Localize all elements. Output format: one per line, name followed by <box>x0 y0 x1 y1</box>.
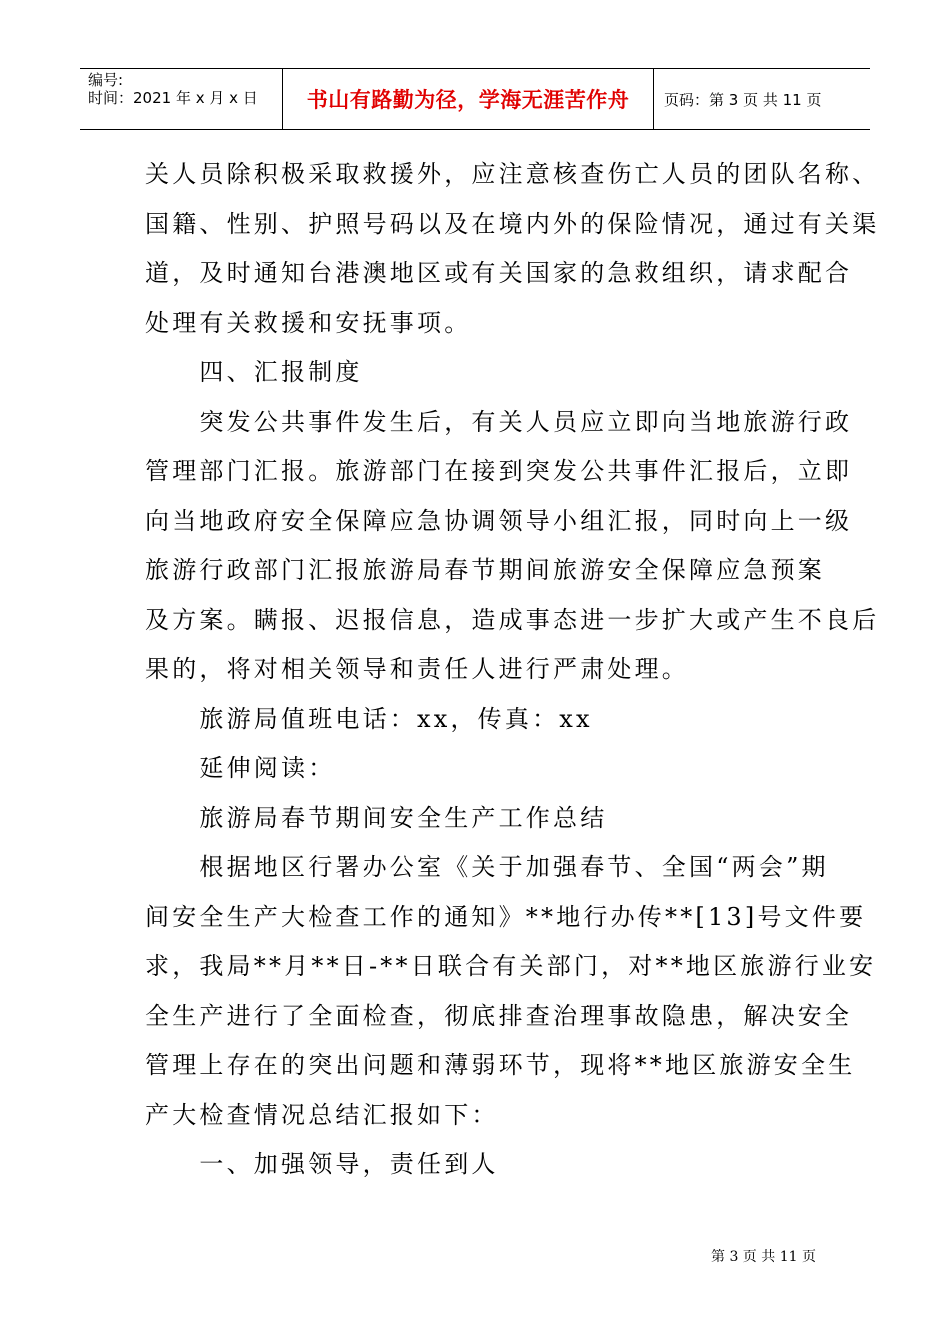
document-time-label: 时间：2021 年 x 月 x 日 <box>88 89 258 107</box>
header-page-cell <box>654 69 870 129</box>
header-page-number: 页码：第 3 页 共 11 页 <box>664 90 822 109</box>
body-line: 全生产进行了全面检查，彻底排查治理事故隐患，解决安全 <box>145 1001 853 1030</box>
body-line: 管理部门汇报。旅游部门在接到突发公共事件汇报后，立即 <box>145 457 853 485</box>
body-line: 及方案。瞒报、迟报信息，造成事态进一步扩大或产生不良后 <box>145 605 880 634</box>
section-heading: 四、汇报制度 <box>145 358 363 386</box>
document-body <box>145 150 880 1190</box>
document-number-label: 编号: <box>88 71 124 89</box>
body-line: 求，我局**月**日-**日联合有关部门，对**地区旅游行业安 <box>145 952 877 980</box>
body-line: 关人员除积极采取救援外，应注意核查伤亡人员的团队名称、 <box>145 160 880 188</box>
page-header <box>80 68 870 130</box>
header-motto: 书山有路勤为径，学海无涯苦作舟 <box>306 88 630 112</box>
header-meta <box>80 69 282 129</box>
body-line: 旅游局值班电话：xx，传真：xx <box>145 704 593 733</box>
section-heading: 一、加强领导，责任到人 <box>145 1150 499 1178</box>
body-line: 突发公共事件发生后，有关人员应立即向当地旅游行政 <box>145 407 853 436</box>
body-line: 处理有关救援和安抚事项。 <box>145 308 472 337</box>
body-line: 道，及时通知台港澳地区或有关国家的急救组织，请求配合 <box>145 259 853 287</box>
body-line: 间安全生产大检查工作的通知》**地行办传**[13]号文件要 <box>145 902 867 931</box>
header-motto-cell <box>282 69 654 129</box>
body-line: 向当地政府安全保障应急协调领导小组汇报，同时向上一级 <box>145 506 853 535</box>
body-line: 管理上存在的突出问题和薄弱环节，现将**地区旅游安全生 <box>145 1051 856 1079</box>
body-line: 产大检查情况总结汇报如下： <box>145 1100 499 1129</box>
body-line: 果的，将对相关领导和责任人进行严肃处理。 <box>145 655 689 683</box>
body-line: 旅游行政部门汇报旅游局春节期间旅游安全保障应急预案 <box>145 556 825 584</box>
article-title: 旅游局春节期间安全生产工作总结 <box>145 803 608 832</box>
body-line: 延伸阅读： <box>145 754 336 782</box>
body-line: 根据地区行署办公室《关于加强春节、全国“两会”期 <box>145 853 829 881</box>
body-line: 国籍、性别、护照号码以及在境内外的保险情况，通过有关渠 <box>145 209 880 238</box>
page-footer: 第 3 页 共 11 页 <box>711 1249 816 1265</box>
